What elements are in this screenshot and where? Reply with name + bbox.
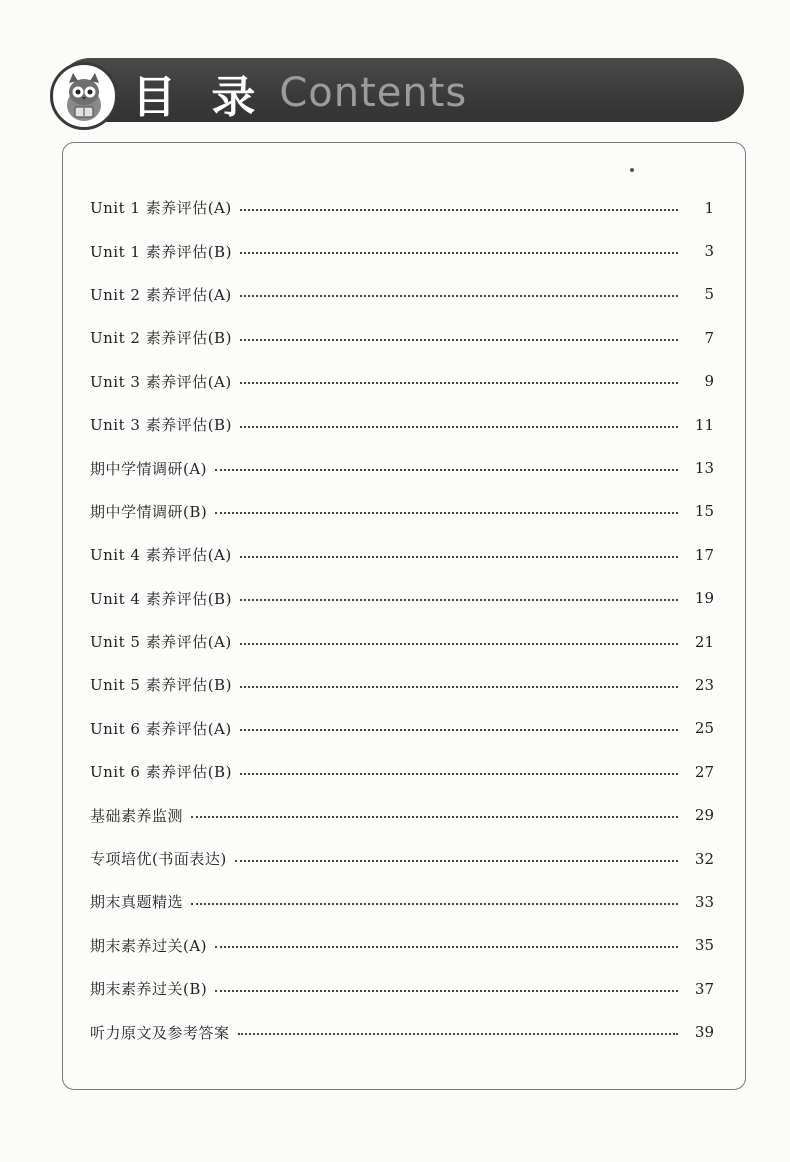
toc-entry[interactable]: [90, 707, 714, 750]
toc-page-number: 35: [694, 936, 714, 955]
toc-entry[interactable]: [90, 793, 714, 836]
toc-page-number: 1: [704, 198, 714, 217]
toc-page-number: 15: [694, 502, 714, 521]
dot-leader: [240, 295, 678, 297]
toc-entry-title: Unit 1 素养评估(B): [90, 242, 232, 261]
toc-entry[interactable]: [90, 446, 714, 489]
toc-page-number: 33: [694, 892, 714, 911]
toc-page-number: 13: [694, 459, 714, 478]
dot-leader: [215, 512, 678, 514]
toc-entry[interactable]: [90, 663, 714, 706]
dot-leader: [240, 643, 678, 645]
toc-entry-title: Unit 6 素养评估(B): [90, 763, 232, 782]
dot-leader: [215, 946, 678, 948]
toc-entry-title: Unit 2 素养评估(B): [90, 329, 232, 348]
dot-leader: [240, 339, 678, 341]
toc-entry-title: 基础素养监测: [90, 806, 184, 825]
toc-entry[interactable]: [90, 880, 714, 923]
toc-entry[interactable]: [90, 490, 714, 533]
toc-entry[interactable]: [90, 577, 714, 620]
toc-page-number: 23: [694, 675, 714, 694]
toc-page-number: 19: [694, 589, 714, 608]
toc-page-number: 21: [694, 632, 714, 651]
title-chinese: 目 录: [132, 72, 266, 123]
toc-page-number: 9: [704, 372, 714, 391]
toc-entry-title: Unit 2 素养评估(A): [90, 285, 232, 304]
speck-dot: [630, 168, 634, 172]
toc-page-number: 25: [694, 719, 714, 738]
dot-leader: [191, 903, 678, 905]
toc-entry[interactable]: [90, 403, 714, 446]
toc-entry[interactable]: [90, 967, 714, 1010]
toc-page-number: 7: [704, 328, 714, 347]
toc-list: [90, 186, 714, 1054]
toc-entry-title: Unit 6 素养评估(A): [90, 719, 232, 738]
toc-entry-title: Unit 1 素养评估(A): [90, 199, 232, 218]
toc-page-number: 5: [704, 285, 714, 304]
toc-entry-title: Unit 5 素养评估(B): [90, 676, 232, 695]
dot-leader: [215, 469, 678, 471]
toc-entry-title: Unit 5 素养评估(A): [90, 633, 232, 652]
dot-leader: [240, 252, 678, 254]
dot-leader: [240, 209, 678, 211]
toc-entry[interactable]: [90, 186, 714, 229]
toc-entry[interactable]: [90, 620, 714, 663]
toc-entry[interactable]: [90, 316, 714, 359]
toc-entry-title: 期中学情调研(B): [90, 502, 208, 521]
toc-entry-title: 专项培优(书面表达): [90, 850, 227, 869]
toc-page-number: 29: [694, 806, 714, 825]
toc-entry[interactable]: [90, 924, 714, 967]
toc-entry-title: 听力原文及参考答案: [90, 1023, 230, 1042]
toc-page-number: 3: [704, 242, 714, 261]
toc-page-number: 17: [694, 545, 714, 564]
dot-leader: [240, 773, 678, 775]
toc-entry[interactable]: [90, 360, 714, 403]
dot-leader: [240, 599, 678, 601]
toc-entry[interactable]: [90, 273, 714, 316]
toc-entry-title: Unit 4 素养评估(A): [90, 546, 232, 565]
toc-entry[interactable]: [90, 229, 714, 272]
toc-entry[interactable]: [90, 533, 714, 576]
mascot-icon: [50, 62, 118, 130]
toc-entry[interactable]: [90, 750, 714, 793]
toc-entry[interactable]: [90, 1010, 714, 1053]
toc-entry-title: Unit 3 素养评估(B): [90, 416, 232, 435]
toc-entry-title: 期末素养过关(A): [90, 936, 208, 955]
dot-leader: [240, 382, 678, 384]
dot-leader: [215, 990, 678, 992]
dot-leader: [240, 729, 678, 731]
page-title: [132, 64, 467, 122]
toc-page-number: 11: [694, 415, 714, 434]
toc-entry-title: Unit 4 素养评估(B): [90, 589, 232, 608]
dot-leader: [191, 816, 678, 818]
dot-leader: [240, 686, 678, 688]
toc-entry-title: 期中学情调研(A): [90, 459, 208, 478]
dot-leader: [240, 556, 678, 558]
toc-page-number: 27: [694, 762, 714, 781]
toc-page-number: 37: [694, 979, 714, 998]
toc-entry[interactable]: [90, 837, 714, 880]
title-english: Contents: [279, 70, 468, 116]
toc-page-number: 32: [694, 849, 714, 868]
dot-leader: [240, 426, 678, 428]
dot-leader: [235, 860, 678, 862]
toc-page-number: 39: [694, 1023, 714, 1042]
toc-entry-title: Unit 3 素养评估(A): [90, 372, 232, 391]
toc-entry-title: 期末素养过关(B): [90, 980, 208, 999]
dot-leader: [238, 1033, 678, 1035]
toc-entry-title: 期末真题精选: [90, 893, 184, 912]
